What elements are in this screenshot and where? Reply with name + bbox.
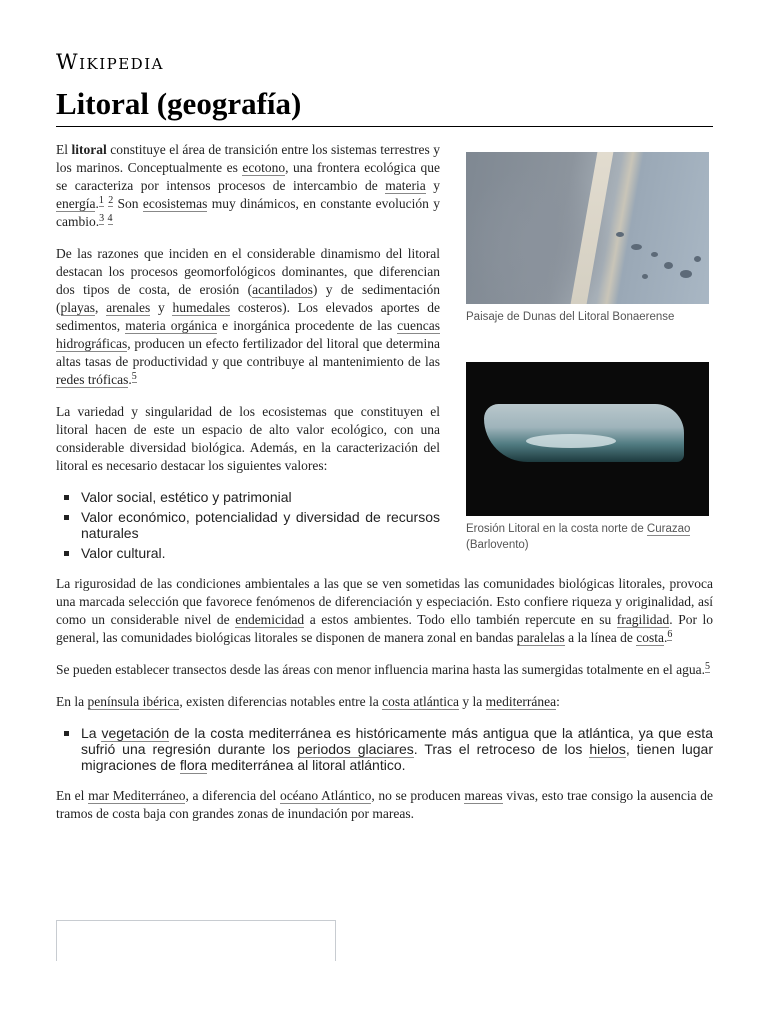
paragraph: La rigurosidad de las condiciones ambientales a las que se ven sometidas las comunidades biológicas litorales, provoca una marcada selección que favorece fenómenos de diferenciación y especiación. Esto confiere riqueza y originalidad, así como un considerable nivel de endemicidad a estos ambientes. Todo ello también repercute en su fragilidad. Por lo general, las comunidades biológicas litorales se disponen de manera zonal en bandas paralelas a la línea de costa.$^6$ bbox=[56, 576, 713, 645]
link-costa[interactable]: costa bbox=[636, 630, 665, 645]
link-hielos[interactable]: hielos bbox=[589, 741, 626, 757]
link-ecosistemas[interactable]: ecosistemas bbox=[142, 196, 208, 211]
values-list bbox=[56, 489, 440, 561]
citation-5[interactable]: 5 bbox=[131, 370, 137, 382]
link-endemicidad[interactable]: endemicidad bbox=[235, 612, 305, 627]
list-item: Valor cultural. bbox=[56, 545, 440, 561]
link-cuencas-hidrograficas[interactable]: cuencas hidrográficas bbox=[56, 318, 440, 351]
link-costa-atlantica[interactable]: costa atlántica bbox=[382, 694, 459, 709]
page-title: Litoral (geografía) bbox=[56, 86, 713, 127]
paragraph: El litoral constituye el área de transición entre los sistemas terrestres y los marinos. Conceptualmente es ecotono, una frontera ecológica que se caracteriza por intensos procesos de intercambio de materia y energía.$^1$ $^2$ Son ecosistemas muy dinámicos, en constante evolución y cambio.$^3$ $^4$ bbox=[56, 142, 441, 229]
link-mar-mediterraneo[interactable]: mar Mediterráneo bbox=[88, 788, 186, 803]
link-energia[interactable]: energía bbox=[56, 196, 96, 211]
link-redes-troficas[interactable]: redes tróficas bbox=[56, 372, 129, 387]
link-mareas[interactable]: mareas bbox=[464, 788, 503, 803]
list-item: La vegetación de la costa mediterránea es históricamente más antigua que la atlántica, ya que esta sufrió una regresión durante los periodos glaciares. Tras el retroceso de los hielos, tienen lugar migraciones de flora mediterránea al litoral atlántico. bbox=[56, 725, 713, 773]
link-vegetacion[interactable]: vegetación bbox=[101, 725, 170, 741]
citation-6[interactable]: 6 bbox=[667, 628, 673, 640]
link-materia-organica[interactable]: materia orgánica bbox=[125, 318, 218, 333]
article-body bbox=[56, 141, 713, 837]
link-oceano-atlantico[interactable]: océano Atlántico bbox=[279, 788, 372, 803]
paragraph: La variedad y singularidad de los ecosistemas que constituyen el litoral hacen de este un espacio de alto valor ecológico, con una considerable diversidad biológica. Además, en la caracterización del litoral es necesario destacar los siguientes valores: bbox=[56, 404, 440, 473]
figure-caption: Paisaje de Dunas del Litoral Bonaerense bbox=[466, 311, 675, 323]
table-box bbox=[56, 920, 336, 961]
link-flora[interactable]: flora bbox=[179, 757, 208, 773]
link-curazao[interactable]: Curazao bbox=[646, 523, 691, 535]
link-humedales[interactable]: humedales bbox=[172, 300, 231, 315]
link-arenales[interactable]: arenales bbox=[106, 300, 151, 315]
link-playas[interactable]: playas bbox=[60, 300, 95, 315]
paragraph: En la península ibérica, existen diferencias notables entre la costa atlántica y la mediterránea: bbox=[56, 694, 560, 709]
citation-2[interactable]: 2 bbox=[108, 194, 114, 206]
list-item: Valor económico, potencialidad y diversidad de recursos naturales bbox=[56, 509, 440, 541]
paragraph: Se pueden establecer transectos desde las áreas con menor influencia marina hasta las sumergidas totalmente en el agua.$^5$ bbox=[56, 660, 710, 677]
article-page bbox=[56, 0, 713, 1024]
differences-list bbox=[56, 725, 713, 773]
link-mediterranea[interactable]: mediterránea bbox=[485, 694, 557, 709]
link-materia[interactable]: materia bbox=[385, 178, 426, 193]
paragraph: En el mar Mediterráneo, a diferencia del océano Atlántico, no se producen mareas vivas, esto trae consigo la ausencia de tramos de costa baja con grandes zonas de inundación por mareas. bbox=[56, 788, 714, 821]
paragraph: De las razones que inciden en el considerable dinamismo del litoral destacan los procesos geomorfológicos dominantes, que diferencian dos tipos de costa, de erosión (acantilados) y de sedimentación (playas, arenales y humedales costeros). Los elevados aportes de sedimentos, materia orgánica e inorgánica procedente de las cuencas hidrográficas, producen un efecto fertilizador del litoral que determina altas tasas de productividad y que contribuye al mantenimiento de las redes tróficas.$^5$ bbox=[56, 246, 441, 387]
figure-caption: Erosión Litoral en la costa norte de Curazao (Barlovento) bbox=[466, 523, 691, 551]
link-peninsula-iberica[interactable]: península ibérica bbox=[87, 694, 180, 709]
citation-5[interactable]: 5 bbox=[705, 660, 710, 672]
link-periodos-glaciares[interactable]: periodos glaciares bbox=[297, 741, 414, 757]
link-acantilados[interactable]: acantilados bbox=[252, 282, 313, 297]
wikipedia-wordmark: Wikipedia bbox=[56, 50, 164, 74]
citation-1[interactable]: 1 bbox=[98, 194, 104, 206]
list-item: Valor social, estético y patrimonial bbox=[56, 489, 440, 505]
citation-4[interactable]: 4 bbox=[107, 212, 113, 224]
citation-3[interactable]: 3 bbox=[99, 212, 105, 224]
link-paralelas[interactable]: paralelas bbox=[516, 630, 565, 645]
link-fragilidad[interactable]: fragilidad bbox=[616, 612, 670, 627]
link-ecotono[interactable]: ecotono bbox=[242, 160, 286, 175]
